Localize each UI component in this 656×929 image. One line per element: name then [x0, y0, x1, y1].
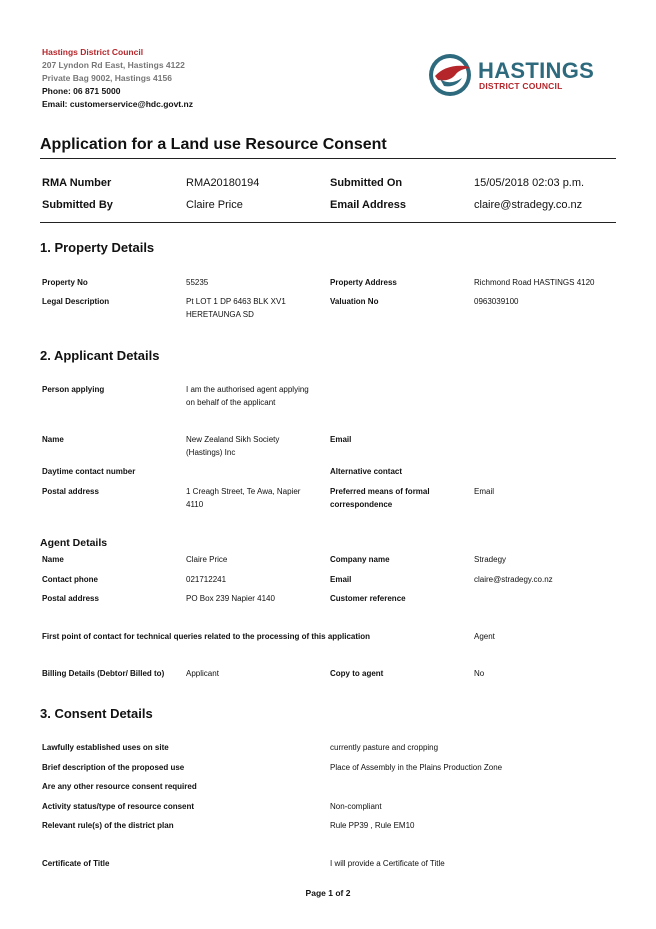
property-no-value: 55235: [186, 278, 209, 287]
proposed-use-label: Brief description of the proposed use: [42, 763, 185, 772]
hawk-emblem-icon: [426, 52, 474, 98]
relevant-rules-value: Rule PP39 , Rule EM10: [330, 821, 415, 830]
property-address-label: Property Address: [330, 278, 397, 287]
agent-email-value: claire@stradegy.co.nz: [474, 575, 553, 584]
rma-number-value: RMA20180194: [186, 177, 260, 189]
property-no-label: Property No: [42, 278, 88, 287]
first-contact-label: First point of contact for technical queries related to the processing of this application: [42, 632, 371, 641]
company-name-value: Stradegy: [474, 555, 507, 564]
page-number: Page 1 of 2: [305, 888, 351, 898]
person-applying-label: Person applying: [42, 385, 105, 394]
property-address-value: Richmond Road HASTINGS 4120: [474, 278, 595, 287]
submitted-on-label: Submitted On: [330, 177, 403, 189]
applicant-postal-line1: 1 Creagh Street, Te Awa, Napier: [186, 487, 301, 496]
agent-name-label: Name: [42, 555, 64, 564]
daytime-contact-label: Daytime contact number: [42, 467, 136, 476]
council-email: Email: customerservice@hdc.govt.nz: [42, 99, 193, 109]
legal-description-label: Legal Description: [42, 297, 110, 306]
applicant-name-line1: New Zealand Sikh Society: [186, 435, 280, 444]
other-consent-label: Are any other resource consent required: [42, 782, 197, 791]
certificate-of-title-label: Certificate of Title: [42, 859, 110, 868]
applicant-email-label: Email: [330, 435, 352, 444]
contact-phone-label: Contact phone: [42, 575, 98, 584]
applicant-postal-line2: 4110: [186, 500, 204, 509]
logo-wordmark: HASTINGS: [478, 58, 595, 83]
agent-details-heading: Agent Details: [40, 537, 108, 549]
preferred-correspondence-value: Email: [474, 487, 495, 496]
applicant-name-label: Name: [42, 435, 64, 444]
applicant-postal-label: Postal address: [42, 487, 99, 496]
proposed-use-value: Place of Assembly in the Plains Production Zone: [330, 763, 503, 772]
submitted-by-value: Claire Price: [186, 199, 243, 211]
page-title: Application for a Land use Resource Consent: [40, 136, 387, 153]
billing-details-label: Billing Details (Debtor/ Billed to): [42, 669, 165, 678]
person-applying-line1: I am the authorised agent applying: [186, 385, 309, 394]
submitted-on-value: 15/05/2018 02:03 p.m.: [474, 177, 585, 189]
agent-email-label: Email: [330, 575, 352, 584]
legal-description-line2: HERETAUNGA SD: [186, 310, 254, 319]
title-divider: [40, 158, 616, 159]
activity-status-label: Activity status/type of resource consent: [42, 802, 195, 811]
council-address-block: [42, 46, 193, 111]
legal-description-line1: Pt LOT 1 DP 6463 BLK XV1: [186, 297, 286, 306]
council-phone: Phone: 06 871 5000: [42, 86, 121, 96]
person-applying-line2: on behalf of the applicant: [186, 398, 276, 407]
council-name: Hastings District Council: [42, 47, 144, 57]
email-address-value: claire@stradegy.co.nz: [474, 199, 583, 211]
council-address-1: 207 Lyndon Rd East, Hastings 4122: [42, 60, 185, 70]
billing-details-value: Applicant: [186, 669, 219, 678]
alternative-contact-label: Alternative contact: [330, 467, 403, 476]
preferred-correspondence-label-line1: Preferred means of formal: [330, 487, 430, 496]
preferred-correspondence-label-line2: correspondence: [330, 500, 393, 509]
certificate-of-title-value: I will provide a Certificate of Title: [330, 859, 445, 868]
consent-details-heading: 3. Consent Details: [40, 706, 153, 721]
valuation-no-value: 0963039100: [474, 297, 519, 306]
valuation-no-label: Valuation No: [330, 297, 379, 306]
applicant-details-heading: 2. Applicant Details: [40, 348, 160, 363]
council-logo: [426, 52, 596, 98]
established-uses-value: currently pasture and cropping: [330, 743, 439, 752]
property-details-heading: 1. Property Details: [40, 240, 155, 255]
activity-status-value: Non-compliant: [330, 802, 382, 811]
header-divider: [40, 222, 616, 223]
applicant-name-line2: (Hastings) Inc: [186, 448, 236, 457]
rma-number-label: RMA Number: [42, 177, 112, 189]
established-uses-label: Lawfully established uses on site: [42, 743, 169, 752]
customer-reference-label: Customer reference: [330, 594, 406, 603]
email-address-label: Email Address: [330, 199, 407, 211]
copy-to-agent-value: No: [474, 669, 485, 678]
agent-name-value: Claire Price: [186, 555, 228, 564]
copy-to-agent-label: Copy to agent: [330, 669, 384, 678]
relevant-rules-label: Relevant rule(s) of the district plan: [42, 821, 174, 830]
agent-postal-label: Postal address: [42, 594, 99, 603]
submitted-by-label: Submitted By: [42, 199, 113, 211]
contact-phone-value: 021712241: [186, 575, 227, 584]
logo-subtitle: DISTRICT COUNCIL: [479, 81, 563, 91]
first-contact-value: Agent: [474, 632, 495, 641]
company-name-label: Company name: [330, 555, 390, 564]
agent-postal-value: PO Box 239 Napier 4140: [186, 594, 275, 603]
council-address-2: Private Bag 9002, Hastings 4156: [42, 73, 172, 83]
